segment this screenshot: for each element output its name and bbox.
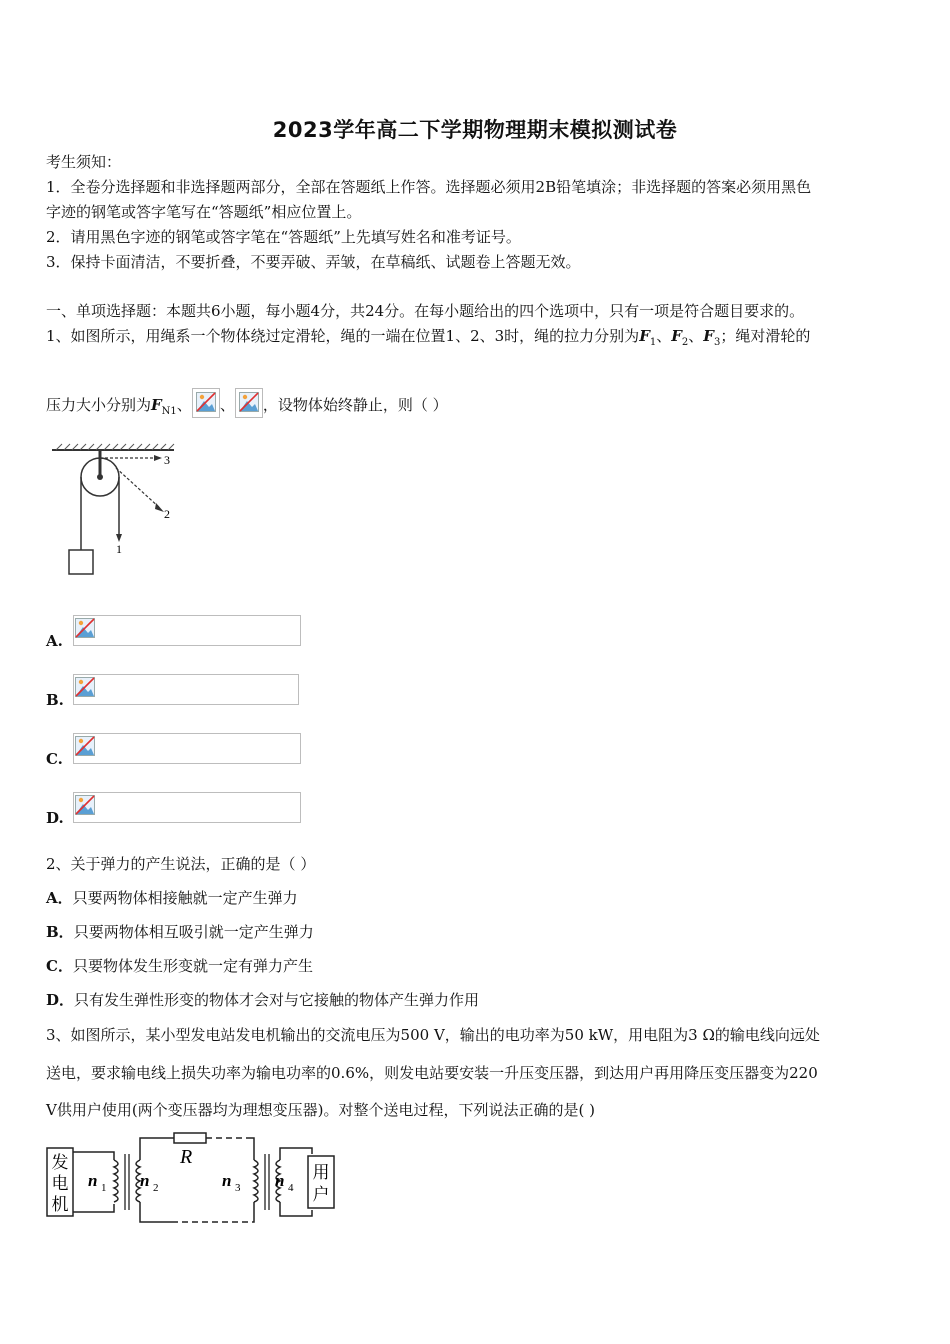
label-1: 1	[116, 542, 122, 556]
q2-option-c	[46, 956, 313, 976]
q1-f1-sub: 1	[649, 337, 657, 348]
q1-fn-sub: N1	[161, 406, 177, 417]
q2-option-a-label: A．	[46, 889, 73, 907]
label-3: 3	[164, 453, 170, 467]
q2-option-b-text: 只要两物体相互吸引就一定产生弹力	[73, 923, 314, 941]
q1-stem-line1	[46, 326, 810, 353]
label-2: 2	[164, 507, 170, 521]
n4-sub: 4	[288, 1182, 294, 1194]
q1-f2: F	[671, 327, 682, 345]
generator-char-2: 电	[51, 1174, 69, 1194]
q1-sep2: 、	[688, 327, 704, 345]
q2-option-a-text: 只要两物体相接触就一定产生弹力	[72, 889, 298, 907]
q2-option-a	[46, 888, 298, 908]
q1-stem-line2	[46, 388, 448, 422]
q1-f2-sub: 2	[681, 337, 689, 348]
q1-stem-text-b: ；绳对滑轮的	[720, 327, 811, 345]
q1-f3: F	[703, 327, 714, 345]
broken-image-icon	[75, 677, 95, 697]
q3-line2: 送电，要求输电线上损失功率为输电功率的0.6%，则发电站要安装一升压变压器，到达用户再用降压变压器变为220	[46, 1064, 818, 1082]
q1-stem-text-c: 压力大小分别为	[46, 396, 152, 414]
q1-sep3: 、	[176, 396, 192, 414]
generator-char-3: 机	[51, 1195, 69, 1215]
broken-image-icon	[75, 736, 95, 756]
user-char-2: 户	[312, 1185, 330, 1205]
q1-sep4: 、	[219, 396, 235, 414]
q2-option-d-label: D．	[46, 991, 75, 1009]
notice-heading: 考生须知：	[46, 153, 122, 171]
q2-option-d-text: 只有发生弹性形变的物体才会对与它接触的物体产生弹力作用	[74, 991, 480, 1009]
q1-option-c-image[interactable]	[73, 733, 301, 764]
n3-sub: 3	[235, 1182, 241, 1194]
notice-item-3: 3．保持卡面清洁，不要折叠，不要弄破、弄皱，在草稿纸、试题卷上答题无效。	[46, 253, 581, 271]
q2-option-b-label: B．	[46, 923, 74, 941]
q1-option-b-image[interactable]	[73, 674, 299, 705]
broken-image-icon	[235, 388, 263, 418]
q2-option-c-text: 只要物体发生形变就一定有弹力产生	[72, 957, 313, 975]
q1-fn: F	[151, 396, 162, 414]
n2-sub: 2	[153, 1182, 159, 1194]
q1-option-d-image[interactable]	[73, 792, 301, 823]
n3-label: n	[222, 1171, 232, 1190]
q1-option-a-label: A.	[46, 632, 63, 650]
pulley-figure	[46, 440, 196, 580]
q1-f1: F	[639, 327, 650, 345]
q1-f3-sub: 3	[713, 337, 721, 348]
broken-image-icon	[75, 795, 95, 815]
q1-option-a-image[interactable]	[73, 615, 301, 646]
resistor	[174, 1133, 206, 1143]
q1-option-d-label: D.	[46, 809, 64, 827]
notice-item-1-cont: 字迹的钢笔或答字笔写在“答题纸”相应位置上。	[46, 203, 362, 221]
transmission-circuit-figure	[44, 1130, 344, 1226]
user-char-1: 用	[312, 1163, 330, 1183]
n1-label: n	[88, 1171, 98, 1190]
n2-label: n	[140, 1171, 150, 1190]
notice-item-2: 2．请用黑色字迹的钢笔或答字笔在“答题纸”上先填写姓名和准考证号。	[46, 228, 521, 246]
q3-line1: 3、如图所示，某小型发电站发电机输出的交流电压为500 V，输出的电功率为50 kW，用电阻为3 Ω的输电线向远处	[46, 1026, 820, 1044]
q2-option-b	[46, 922, 314, 942]
q3-line3: V供用户使用(两个变压器均为理想变压器)。对整个送电过程，下列说法正确的是( )	[46, 1101, 596, 1119]
page-title: 2023学年高二下学期物理期末模拟测试卷	[272, 118, 678, 142]
q2-option-c-label: C．	[46, 957, 73, 975]
resistor-label: R	[180, 1146, 193, 1168]
n4-label: n	[275, 1171, 285, 1190]
section-heading: 一、单项选择题：本题共6小题，每小题4分，共24分。在每小题给出的四个选项中，只有一项是符合题目要求的。	[46, 302, 805, 320]
q2-stem: 2、关于弹力的产生说法，正确的是（ ）	[46, 855, 316, 873]
q2-option-d	[46, 990, 479, 1010]
notice-item-1: 1．全卷分选择题和非选择题两部分，全部在答题纸上作答。选择题必须用2B铅笔填涂；非选择题的答案必须用黑色	[46, 178, 812, 196]
generator-char-1: 发	[51, 1153, 69, 1173]
q1-stem-text-a: 1、如图所示，用绳系一个物体绕过定滑轮，绳的一端在位置1、2、3时，绳的拉力分别为	[46, 327, 640, 345]
q1-stem-text-d: ，设物体始终静止，则（ ）	[262, 396, 448, 414]
n1-sub: 1	[101, 1182, 107, 1194]
broken-image-icon	[192, 388, 220, 418]
broken-image-icon	[75, 618, 95, 638]
q1-sep1: 、	[656, 327, 672, 345]
q1-option-c-label: C.	[46, 750, 63, 768]
q1-option-b-label: B.	[46, 691, 64, 709]
